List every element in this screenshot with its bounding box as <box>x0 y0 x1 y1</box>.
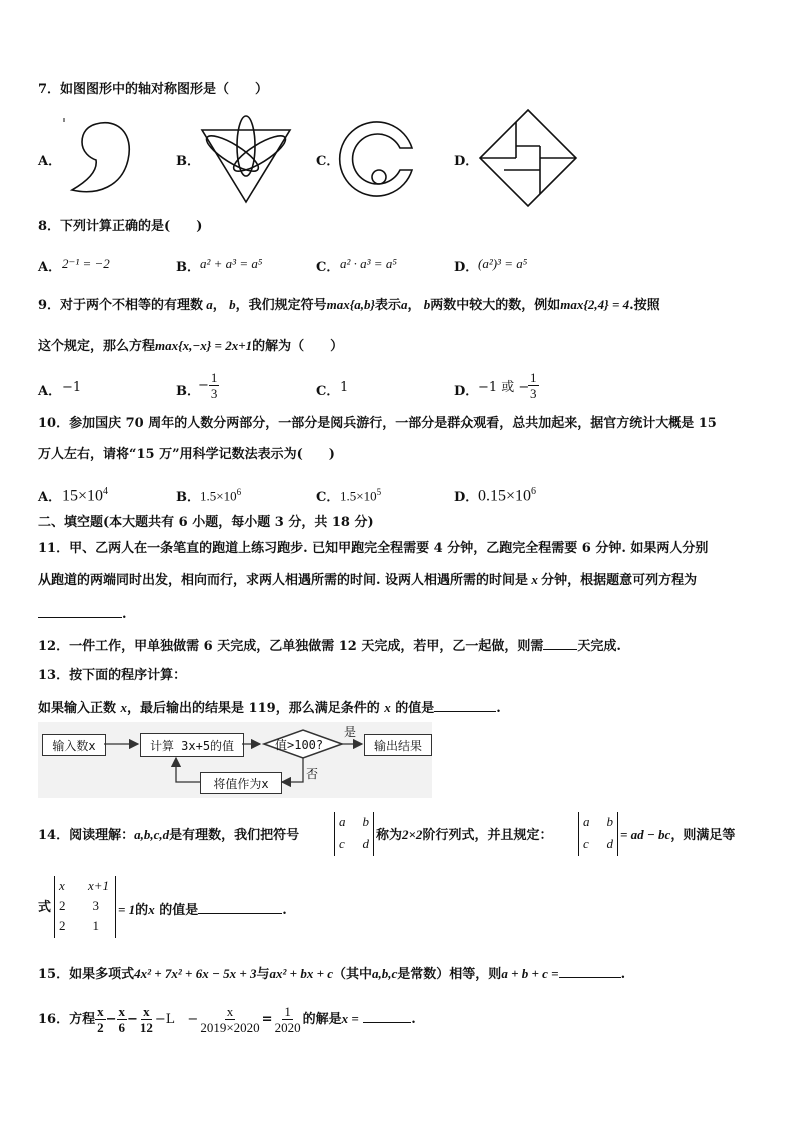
flow-no-label: 否 <box>306 767 319 781</box>
q14-line1-end <box>620 827 735 844</box>
q9-line2 <box>38 338 343 355</box>
q16-text-a: 16．方程 <box>38 1012 96 1027</box>
q7-stem: 7．如图图形中的轴对称图形是（ ） <box>38 82 269 97</box>
q8-option-a-expr: 2⁻¹ = −2 <box>62 256 110 271</box>
q14-text-c: 称为 <box>376 828 403 843</box>
q12-tail: 天完成. <box>577 639 621 654</box>
q11-line2-text: 从跑道的两端同时出发，相向而行，求两人相遇所需的时间. 设两人相遇所需的时间是 <box>38 573 529 588</box>
q9-text-e: ， <box>407 298 421 313</box>
q9-option-b-label: B． <box>176 384 200 399</box>
q10-option-a-value: $15\times 10^4$ <box>62 486 109 505</box>
q10-option-c-value: $1.5\times 10^5$ <box>340 487 382 504</box>
q13-line2: 如果输入正数 x，最后输出的结果是 119，那么满足条件的 x 的值是 . <box>38 700 501 716</box>
q7-option-b-label: B． <box>176 154 200 169</box>
q9-max-symbol: max{a,b} <box>326 297 375 312</box>
q8-option-a-label: A． <box>38 260 62 275</box>
q15-text-a: 15．如果多项式 <box>38 967 135 982</box>
q11-tail: . <box>122 607 127 622</box>
q14-determinant-symbol: a b c d <box>334 812 374 856</box>
q14-size: 2×2 <box>402 827 423 842</box>
q14-text-b: 是有理数，我们把符号 <box>169 828 300 843</box>
q15-tail: . <box>620 967 626 982</box>
q9-text-b: ， <box>212 298 226 313</box>
q16-answer-blank[interactable] <box>363 1009 411 1023</box>
q15-sum: a + b + c = <box>501 966 559 981</box>
q15-text-c: （其中 <box>333 967 373 982</box>
q16-tail: . <box>411 1012 416 1027</box>
q9-option-d-fraction: $\frac{1}{3}$ <box>530 370 537 401</box>
q7-option-b-figure <box>196 110 296 206</box>
q10-option-a-label: A． <box>38 490 62 505</box>
q14-line1-start <box>38 827 299 844</box>
q12-answer-blank[interactable] <box>543 636 577 650</box>
flow-loop-box: 将值作为x <box>200 772 282 794</box>
q14-vars: a,b,c,d <box>134 827 170 842</box>
q16-text-c: 的解是 <box>302 1012 342 1027</box>
q9-text-d: 表示 <box>375 298 402 313</box>
q11-answer-blank[interactable] <box>38 604 122 618</box>
q8-option-c-expr: a² · a³ = a⁵ <box>340 256 397 271</box>
q8-option-d-label: D． <box>454 260 479 275</box>
q15-line <box>38 964 625 983</box>
q10-line2: 万人左右，请将“15 万”用科学记数法表示为( ) <box>38 447 335 462</box>
q9-option-b-value: − $\frac{1}{3}$ <box>198 370 218 401</box>
q11-line1: 11．甲、乙两人在一条笔直的跑道上练习跑步. 已知甲跑完全程需要 4 分钟，乙跑完全程需要 6 分钟. 如果两人分别 <box>38 541 709 556</box>
q7-option-d-label: D． <box>454 154 479 169</box>
q16-xeq: x = <box>341 1011 359 1026</box>
q9-line2-tail: 的解为（ ） <box>252 339 344 354</box>
q13-tail: . <box>496 701 501 716</box>
q9-example: max{2,4} = 4 <box>560 297 630 312</box>
q10-option-b-label: B． <box>176 490 200 505</box>
q16-eq: = <box>261 1012 273 1027</box>
q13-stem: 13．按下面的程序计算： <box>38 668 187 683</box>
q10-line1: 10．参加国庆 70 周年的人数分两部分，一部分是阅兵游行，一部分是群众观看，总共加起来，据官方统计大概是 15 <box>38 416 717 431</box>
q10-option-c-label: C． <box>316 490 340 505</box>
q9-text-g: .按照 <box>629 298 660 313</box>
q9-text-c: ，我们规定符号 <box>235 298 327 313</box>
q7-option-c-label: C． <box>316 154 340 169</box>
q14-text-line2b: 的 <box>135 903 149 918</box>
q14-text-a: 14．阅读理解： <box>38 828 135 843</box>
q14-text-e: ，则满足等 <box>670 828 736 843</box>
q13-text-b: ，最后输出的结果是 119，那么满足条件的 <box>127 701 385 716</box>
q14-line2-start: 式 <box>38 900 52 915</box>
flow-input-box: 输入数x <box>42 734 106 756</box>
q8-option-b-expr: a² + a³ = a⁵ <box>200 256 263 271</box>
q8-option-d-expr: (a²)³ = a⁵ <box>478 256 528 271</box>
flow-condition-text: 值>100? <box>275 738 324 752</box>
q8-option-b-label: B． <box>176 260 200 275</box>
q8-stem: 8．下列计算正确的是( ) <box>38 219 203 234</box>
q14-text-line2c: 的值是 <box>154 903 199 918</box>
q15-text-b: 与 <box>256 967 270 982</box>
q9-option-d-value: −1 或 − <box>478 380 530 395</box>
q9-option-c-value: 1 <box>340 380 349 395</box>
q15-text-d: 是常数）相等，则 <box>397 967 502 982</box>
flow-compute-box: 计算 3x+5的值 <box>140 733 244 757</box>
q7-option-d-figure <box>478 108 578 208</box>
q13-answer-blank[interactable] <box>434 698 496 712</box>
q15-poly2: ax² + bx + c <box>269 966 333 981</box>
q14-determinant-rule: a b c d <box>578 812 618 856</box>
q14-equation-determinant: x x+1 2 3 2 1 <box>54 876 116 938</box>
q9-line1: 9．对于两个不相等的有理数 a， b，我们规定符号max{a,b}表示a， b两数中较大的数，例如max{2,4} = 4.按照 <box>38 297 660 313</box>
section-heading-fill-in: 二、填空题(本大题共有 6 小题，每小题 3 分，共 18 分) <box>38 515 374 530</box>
q14-eq-rhs: = 1 <box>118 902 136 917</box>
q14-answer-blank[interactable] <box>198 900 282 914</box>
q7-option-a-figure <box>58 116 138 200</box>
q7-option-c-figure <box>336 118 422 198</box>
q10-option-b-value: $1.5\times 10^6$ <box>200 487 242 504</box>
q10-option-d-value: $0.15\times 10^6$ <box>478 486 537 505</box>
q8-option-c-label: C． <box>316 260 340 275</box>
q9-option-a-label: A． <box>38 384 62 399</box>
q9-option-c-label: C． <box>316 384 340 399</box>
q14-tail: . <box>282 903 287 918</box>
q16-dots: −L − <box>154 1012 199 1027</box>
flow-output-box: 输出结果 <box>364 734 432 756</box>
q9-option-a-value: −1 <box>62 380 82 395</box>
q11-line2: 从跑道的两端同时出发，相向而行，求两人相遇所需的时间. 设两人相遇所需的时间是 x 分钟，根据题意可列方程为 <box>38 572 698 588</box>
q12-text: 12．一件工作，甲单独做需 6 天完成，乙单独做需 12 天完成，若甲，乙一起做，则需 <box>38 639 544 654</box>
q14-line2-end: = 1的x 的值是 . <box>118 902 287 918</box>
q9-text-a: 9．对于两个不相等的有理数 <box>38 298 204 313</box>
q9-equation: max{x,−x} = 2x+1 <box>155 338 253 353</box>
q11-answer-line <box>38 604 127 623</box>
q7-option-a-label: A． <box>38 154 62 169</box>
q15-answer-blank[interactable] <box>559 964 621 978</box>
q12-line <box>38 636 621 655</box>
q13-text-a: 如果输入正数 <box>38 701 121 716</box>
q15-poly: 4x² + 7x² + 6x − 5x + 3 <box>134 966 257 981</box>
q14-rule: = ad − bc <box>620 827 671 842</box>
q10-option-d-label: D． <box>454 490 479 505</box>
q13-text-c: 的值是 <box>390 701 435 716</box>
q9-line2-text: 这个规定，那么方程 <box>38 339 156 354</box>
q9-text-f: 两数中较大的数，例如 <box>430 298 561 313</box>
q14-line1-middle <box>376 827 552 844</box>
q16-denominator: 2019×2020 <box>200 1020 260 1035</box>
q16-line: 16．方程 $\frac{x}{2}$ − $\frac{x}{6}$ − $\frac{x}{12}$ −L − $\frac{x}{2019\times 2020}$ = $\frac{1}{2020}$ 的解是x = . <box>38 1004 416 1035</box>
q11-line2-tail: 分钟，根据题意可列方程为 <box>541 573 698 588</box>
q14-text-d: 阶行列式，并且规定： <box>422 828 553 843</box>
flow-yes-label: 是 <box>344 725 357 739</box>
flow-arrows <box>38 722 432 798</box>
q9-option-d-label: D． <box>454 384 479 399</box>
q15-abc: a,b,c <box>372 966 398 981</box>
